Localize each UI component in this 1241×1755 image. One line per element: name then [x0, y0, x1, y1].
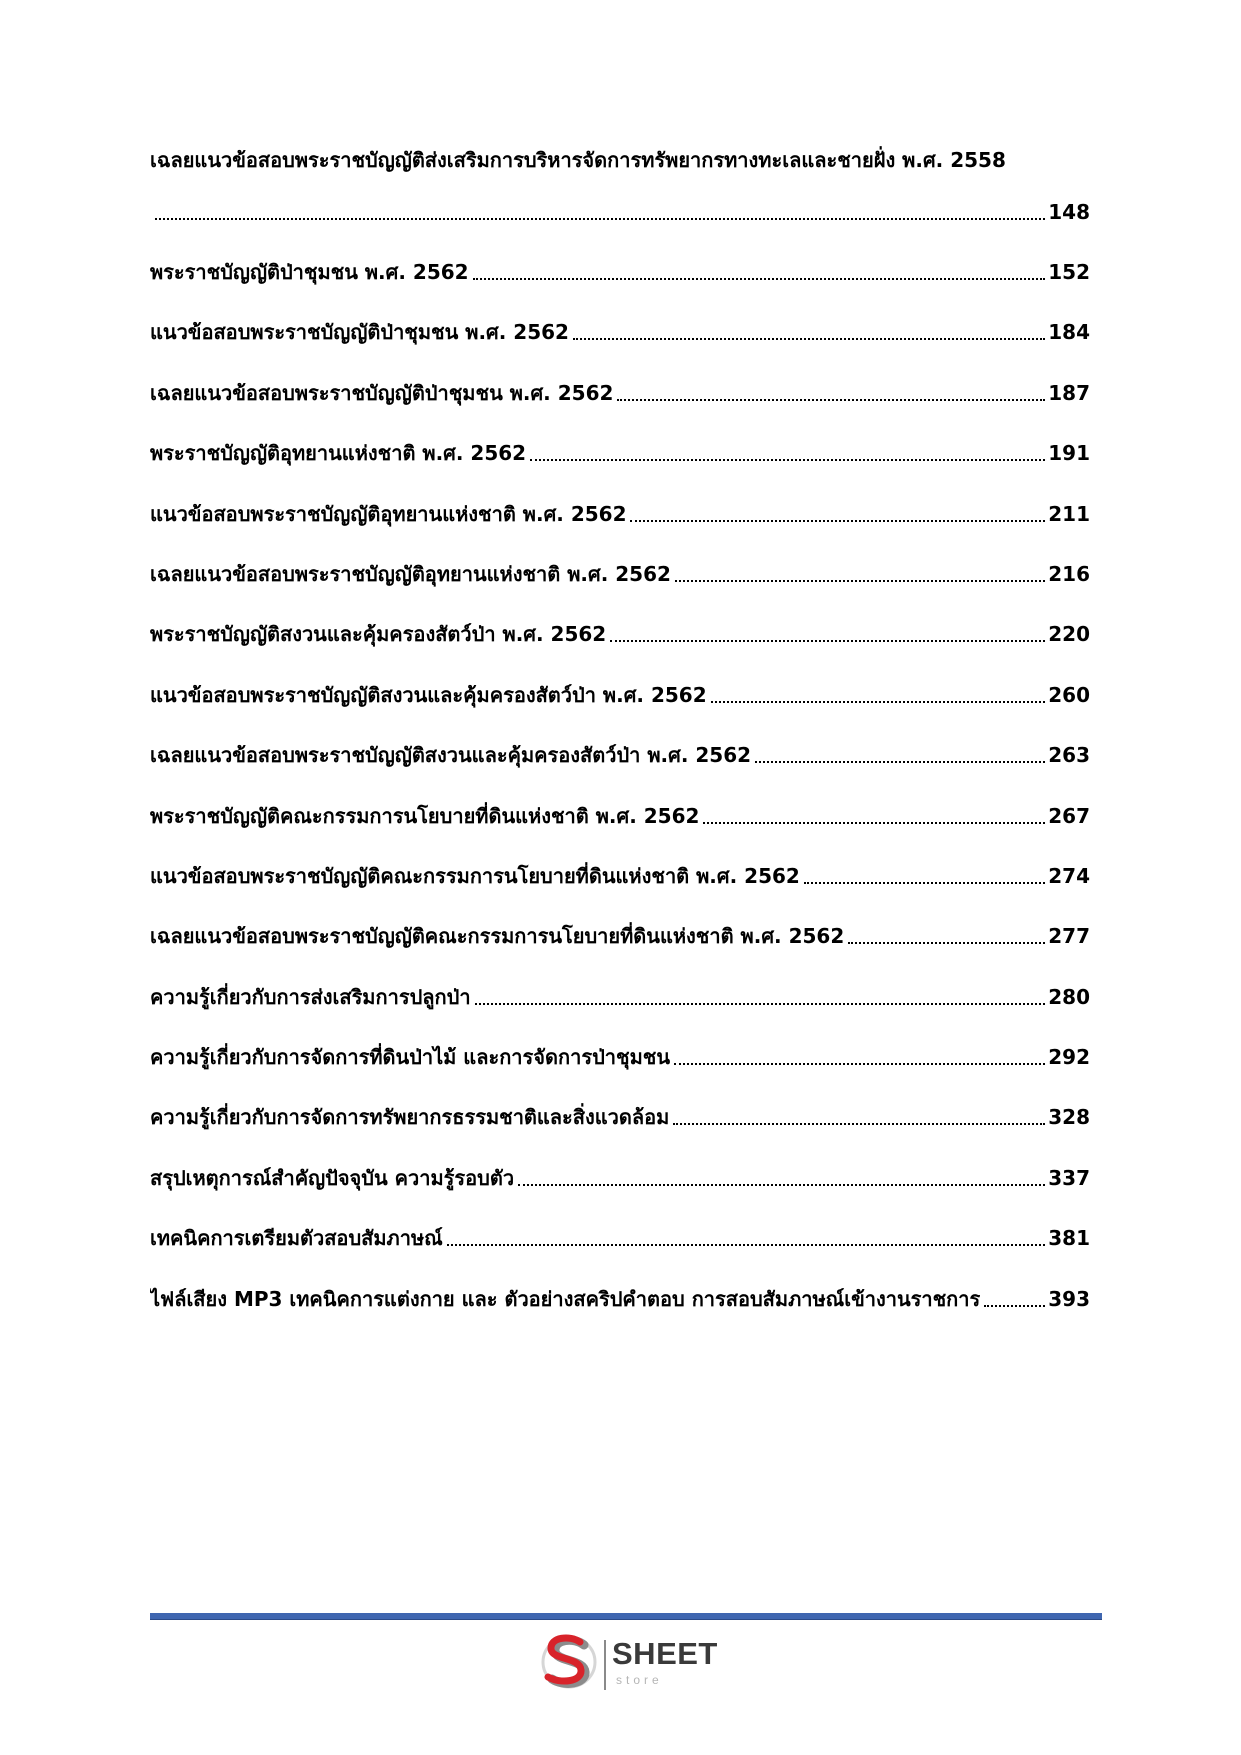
- toc-entry-page: 187: [1048, 380, 1090, 405]
- toc-entry-title: เฉลยแนวข้อสอบพระราชบัญญัติคณะกรรมการนโยบายที่ดินแห่งชาติ พ.ศ. 2562: [150, 924, 845, 949]
- dot-leader: [674, 1063, 1045, 1065]
- toc-entry-page: 152: [1048, 259, 1090, 284]
- toc-entry-title: เฉลยแนวข้อสอบพระราชบัญญัติสงวนและคุ้มครองสัตว์ป่า พ.ศ. 2562: [150, 743, 752, 768]
- toc-entry: [150, 665, 1090, 725]
- dot-leader: [475, 1003, 1046, 1005]
- toc-entry-title: ความรู้เกี่ยวกับการจัดการที่ดินป่าไม้ และการจัดการป่าชุมชน: [150, 1045, 670, 1070]
- toc-entry: [150, 1148, 1090, 1208]
- toc-entry-page: 184: [1048, 320, 1090, 345]
- dot-leader: [610, 640, 1045, 642]
- logo-divider: [604, 1640, 606, 1690]
- toc-entry-title: เทคนิคการเตรียมตัวสอบสัมภาษณ์: [150, 1226, 443, 1251]
- dot-leader: [711, 701, 1046, 703]
- toc-entry: [150, 483, 1090, 543]
- toc-entry-page: 220: [1048, 622, 1090, 647]
- toc-entry: [150, 1268, 1090, 1328]
- table-of-contents: [150, 134, 1090, 1329]
- dot-leader: [755, 761, 1045, 763]
- toc-entry: [150, 725, 1090, 785]
- toc-entry-page: 263: [1048, 743, 1090, 768]
- toc-entry: [150, 1087, 1090, 1147]
- toc-entry-title: แนวข้อสอบพระราชบัญญัติคณะกรรมการนโยบายที่ดินแห่งชาติ พ.ศ. 2562: [150, 863, 800, 888]
- toc-entry-title: สรุปเหตุการณ์สำคัญปัจจุบัน ความรู้รอบตัว: [150, 1165, 515, 1190]
- footer-divider: [150, 1613, 1102, 1620]
- toc-entry-title: พระราชบัญญัติคณะกรรมการนโยบายที่ดินแห่งชาติ พ.ศ. 2562: [150, 803, 700, 828]
- logo-tagline: store: [616, 1673, 663, 1687]
- toc-entry: [150, 423, 1090, 483]
- toc-entry: [150, 544, 1090, 604]
- toc-entry: [150, 242, 1090, 302]
- toc-entry-page: 381: [1048, 1226, 1090, 1251]
- dot-leader: [675, 580, 1045, 582]
- dot-leader: [155, 218, 1045, 220]
- toc-entry-title: ความรู้เกี่ยวกับการส่งเสริมการปลูกป่า: [150, 984, 471, 1009]
- toc-entry-title: เฉลยแนวข้อสอบพระราชบัญญัติอุทยานแห่งชาติ พ.ศ. 2562: [150, 561, 671, 586]
- dot-leader: [630, 520, 1045, 522]
- toc-entry-title: พระราชบัญญัติป่าชุมชน พ.ศ. 2562: [150, 259, 469, 284]
- dot-leader: [673, 1123, 1045, 1125]
- toc-entry-title: ไฟล์เสียง MP3 เทคนิคการแต่งกาย และ ตัวอย่างสคริปคำตอบ การสอบสัมภาษณ์เข้างานราชการ: [150, 1286, 981, 1311]
- toc-entry-title: แนวข้อสอบพระราชบัญญัติสงวนและคุ้มครองสัตว์ป่า พ.ศ. 2562: [150, 682, 707, 707]
- dot-leader: [518, 1184, 1045, 1186]
- toc-entry-title: แนวข้อสอบพระราชบัญญัติอุทยานแห่งชาติ พ.ศ. 2562: [150, 501, 627, 526]
- toc-entry-list: [150, 242, 1090, 1329]
- logo-wordmark: SHEET: [612, 1636, 718, 1671]
- dot-leader: [447, 1244, 1046, 1246]
- toc-entry: [150, 966, 1090, 1026]
- toc-entry: [150, 785, 1090, 845]
- toc-entry-page: 277: [1048, 924, 1090, 949]
- toc-entry: [150, 846, 1090, 906]
- dot-leader: [703, 822, 1045, 824]
- toc-entry-page: 274: [1048, 863, 1090, 888]
- toc-entry: [150, 1027, 1090, 1087]
- toc-entry: [150, 604, 1090, 664]
- toc-entry-page: 216: [1048, 561, 1090, 586]
- dot-leader: [573, 338, 1045, 340]
- dot-leader: [530, 459, 1045, 461]
- toc-entry-page-line: [150, 186, 1090, 238]
- toc-entry: [150, 363, 1090, 423]
- toc-entry-page: 280: [1048, 984, 1090, 1009]
- dot-leader: [473, 278, 1046, 280]
- toc-entry-page: 328: [1048, 1105, 1090, 1130]
- toc-entry-page: 211: [1048, 501, 1090, 526]
- toc-entry: [150, 134, 1090, 238]
- dot-leader: [617, 399, 1045, 401]
- toc-entry-page: 148: [1048, 200, 1090, 224]
- toc-entry-title: แนวข้อสอบพระราชบัญญัติป่าชุมชน พ.ศ. 2562: [150, 320, 569, 345]
- toc-entry: [150, 302, 1090, 362]
- dot-leader: [984, 1305, 1045, 1307]
- dot-leader: [848, 942, 1045, 944]
- toc-entry-page: 337: [1048, 1165, 1090, 1190]
- toc-entry-page: 191: [1048, 441, 1090, 466]
- toc-entry-title: เฉลยแนวข้อสอบพระราชบัญญัติส่งเสริมการบริหารจัดการทรัพยากรทางทะเลและชายฝั่ง พ.ศ. 2558: [150, 148, 1006, 172]
- toc-entry-page: 267: [1048, 803, 1090, 828]
- dot-leader: [804, 882, 1045, 884]
- toc-entry-title: ความรู้เกี่ยวกับการจัดการทรัพยากรธรรมชาติและสิ่งแวดล้อม: [150, 1105, 670, 1130]
- toc-entry: [150, 1208, 1090, 1268]
- toc-entry-page: 292: [1048, 1045, 1090, 1070]
- sheet-store-s-logo-icon: [540, 1632, 598, 1690]
- toc-entry-page: 393: [1048, 1286, 1090, 1311]
- toc-entry-page: 260: [1048, 682, 1090, 707]
- footer-logo: [538, 1628, 738, 1694]
- toc-entry: [150, 906, 1090, 966]
- toc-entry-title: พระราชบัญญัติสงวนและคุ้มครองสัตว์ป่า พ.ศ. 2562: [150, 622, 607, 647]
- toc-entry-title: พระราชบัญญัติอุทยานแห่งชาติ พ.ศ. 2562: [150, 441, 527, 466]
- toc-entry-title: เฉลยแนวข้อสอบพระราชบัญญัติป่าชุมชน พ.ศ. 2562: [150, 380, 614, 405]
